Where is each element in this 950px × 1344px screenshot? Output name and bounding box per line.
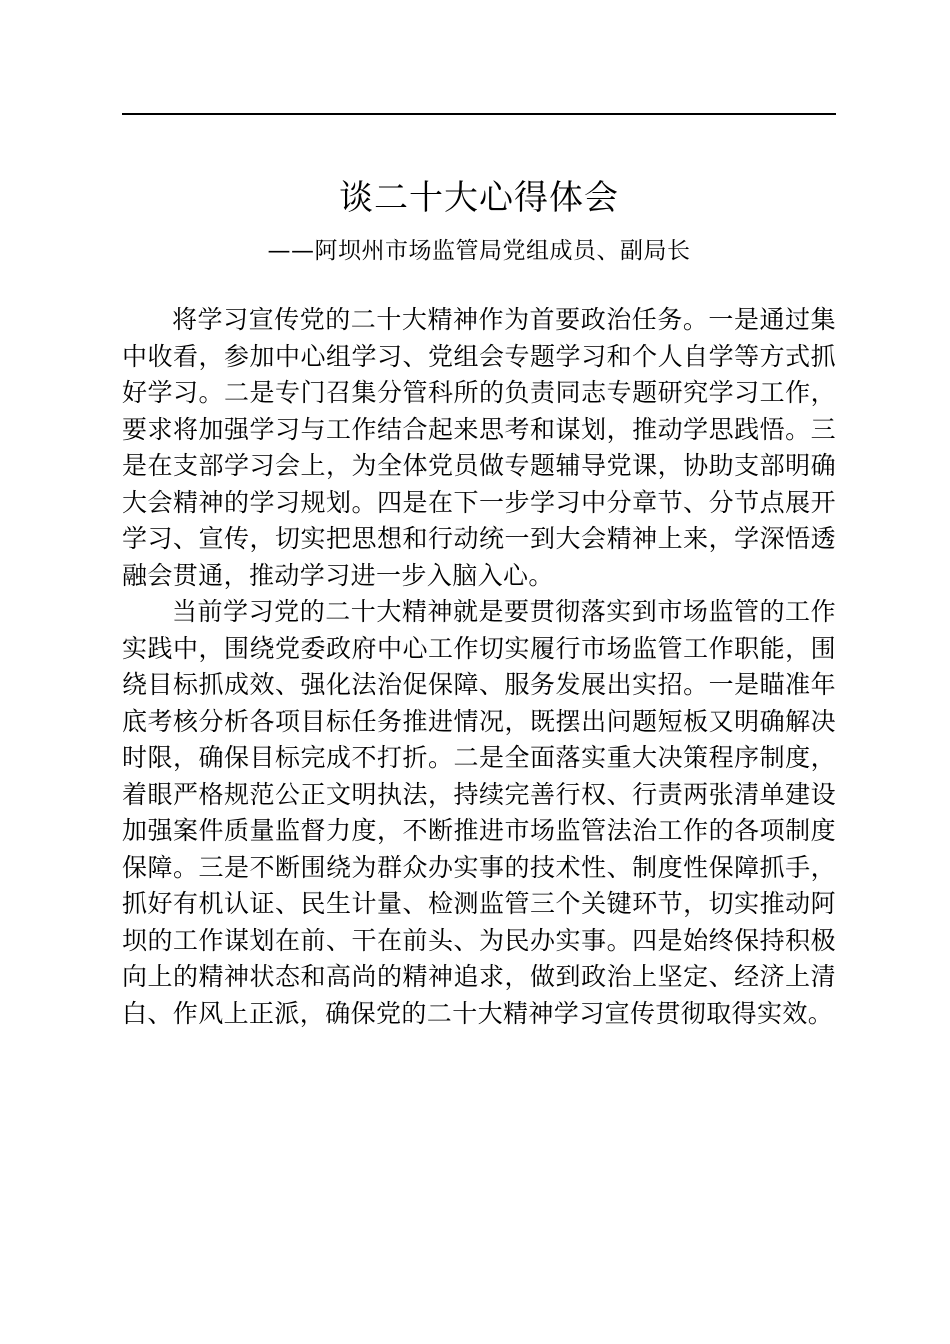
top-divider-line: [122, 113, 836, 115]
document-subtitle: ——阿坝州市场监管局党组成员、副局长: [267, 238, 691, 264]
paragraph-1: 将学习宣传党的二十大精神作为首要政治任务。一是通过集中收看，参加中心组学习、党组会专题学习和个人自学等方式抓好学习。二是专门召集分管科所的负责同志专题研究学习工作，要求将加强学习与工作结合起来思考和谋划，推动学思践悟。三是在支部学习会上，为全体党员做专题辅导党课，协助支部明确大会精神的学习规划。四是在下一步学习中分章节、分节点展开学习、宣传，切实把思想和行动统一到大会精神上来，学深悟透融会贯通，推动学习进一步入脑入心。: [122, 305, 836, 590]
document-body: [122, 302, 836, 1032]
document-title: 谈二十大心得体会: [339, 178, 619, 218]
paragraph-2: 当前学习党的二十大精神就是要贯彻落实到市场监管的工作实践中，围绕党委政府中心工作切实履行市场监管工作职能，围绕目标抓成效、强化法治促保障、服务发展出实招。一是瞄准年底考核分析各项目标任务推进情况，既摆出问题短板又明确解决时限，确保目标完成不打折。二是全面落实重大决策程序制度，着眼严格规范公正文明执法，持续完善行权、行责两张清单建设加强案件质量监督力度，不断推进市场监管法治工作的各项制度保障。三是不断围绕为群众办实事的技术性、制度性保障抓手，抓好有机认证、民生计量、检测监管三个关键环节，切实推动阿坝的工作谋划在前、干在前头、为民办实事。四是始终保持积极向上的精神状态和高尚的精神追求，做到政治上坚定、经济上清白、作风上正派，确保党的二十大精神学习宣传贯彻取得实效。: [122, 597, 836, 1028]
